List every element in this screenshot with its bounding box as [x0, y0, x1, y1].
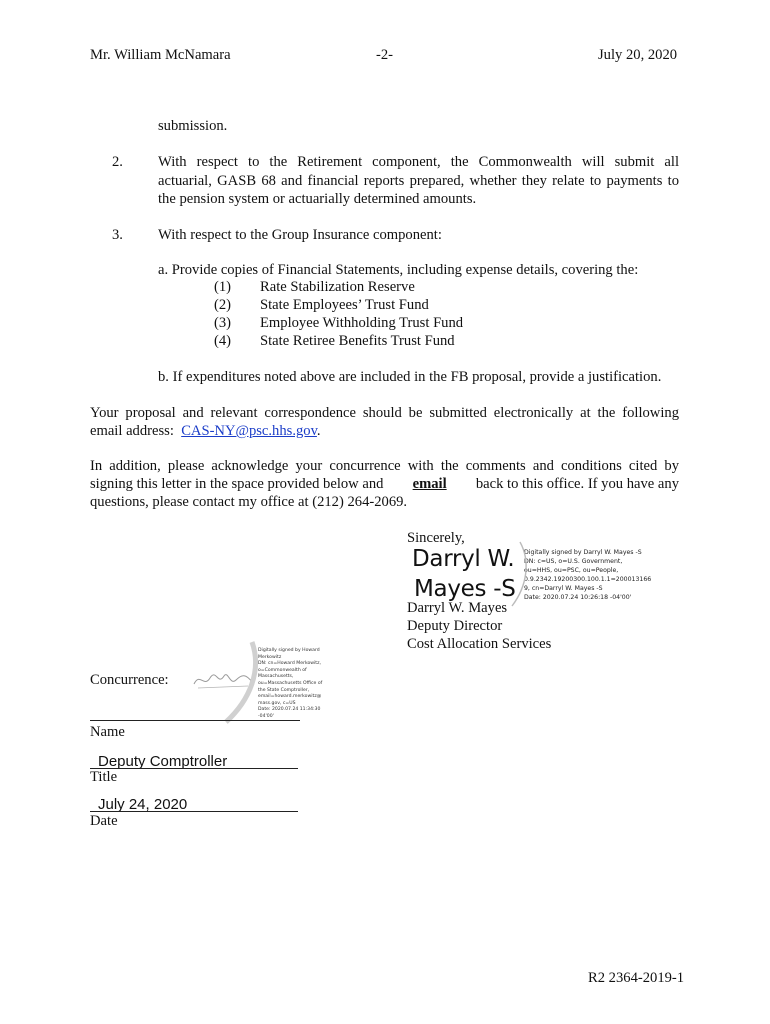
page-number: -2- — [376, 47, 394, 63]
date-field-value[interactable]: July 24, 2020 — [98, 796, 188, 813]
concurrence-digital-line: Massachusetts, — [258, 674, 294, 680]
item-3-number: 3. — [112, 227, 123, 243]
concurrence-digital-line: mass.gov, c=US — [258, 700, 296, 706]
concurrence-digital-details — [258, 648, 322, 721]
signature-line-1: Darryl W. — [412, 546, 515, 572]
fund-number: (2) — [214, 297, 232, 313]
concurrence-digital-line: Merkowitz — [258, 654, 282, 660]
concurrence-digital-line: Date: 2020.07.24 11:34:30 — [258, 707, 321, 713]
concurrence-digital-line: -04'00' — [258, 713, 274, 719]
concurrence-paragraph-line: questions, please contact my office at (212) 264-2069. — [90, 494, 408, 510]
item-3b-text: b. If expenditures noted above are included in the FB proposal, provide a justification. — [158, 369, 662, 385]
fund-name: State Retiree Benefits Trust Fund — [260, 333, 455, 349]
email-link[interactable]: CAS-NY@psc.hhs.gov — [181, 423, 317, 439]
fund-number: (4) — [214, 333, 232, 349]
concurrence-text-suffix: back to this office. If you have any — [475, 476, 679, 492]
signer-name: Darryl W. Mayes — [407, 600, 508, 616]
title-label: Title — [90, 769, 118, 785]
title-field-line — [90, 768, 298, 769]
fund-name: State Employees’ Trust Fund — [260, 297, 429, 313]
email-emphasis: email — [412, 476, 447, 492]
digital-signature-line: 0.9.2342.19200300.100.1.1=200013166 — [524, 576, 652, 583]
proposal-period: . — [316, 423, 321, 439]
concurrence-label: Concurrence: — [90, 672, 169, 688]
fund-number: (3) — [214, 315, 232, 331]
signature-flourish-icon — [506, 540, 532, 610]
concurrence-paragraph-line-2 — [90, 476, 679, 493]
concurrence-flourish-icon — [222, 640, 262, 724]
continuation-text: submission. — [158, 118, 228, 134]
digital-signature-line: DN: c=US, o=U.S. Government, — [524, 558, 623, 565]
header-date: July 20, 2020 — [598, 47, 678, 63]
proposal-line-2 — [90, 423, 321, 440]
date-field-line — [90, 811, 298, 812]
concurrence-digital-line: DN: cn=Howard Merkowitz, — [258, 661, 321, 667]
digital-signature-line: ou=HHS, ou=PSC, ou=People, — [524, 567, 619, 574]
signer-office: Cost Allocation Services — [407, 636, 552, 652]
item-2-number: 2. — [112, 154, 123, 170]
digital-signature-line: Date: 2020.07.24 10:26:18 -04'00' — [524, 594, 632, 601]
concurrence-digital-line: Digitally signed by Howard — [258, 648, 320, 653]
date-label: Date — [90, 813, 118, 829]
concurrence-digital-line: o=Commonwealth of — [258, 667, 307, 673]
footer-reference: R2 2364-2019-1 — [588, 970, 685, 986]
proposal-line: Your proposal and relevant correspondence should be submitted electronically at the following — [90, 405, 679, 421]
item-2-line: With respect to the Retirement component, the Commonwealth will submit all — [158, 154, 679, 170]
name-signature-line[interactable] — [90, 720, 300, 721]
closing-sincerely: Sincerely, — [407, 530, 465, 546]
header-recipient: Mr. William McNamara — [90, 47, 231, 63]
signer-title: Deputy Director — [407, 618, 503, 634]
proposal-email-prefix: email address: — [90, 423, 174, 439]
item-2-line: actuarial, GASB 68 and financial reports prepared, whether they relate to payments to — [158, 173, 679, 189]
fund-name: Rate Stabilization Reserve — [260, 279, 415, 295]
item-3a-text: a. Provide copies of Financial Statements, including expense details, covering the: — [158, 262, 639, 278]
concurrence-digital-line: the State Comptroller, — [258, 687, 310, 693]
name-label: Name — [90, 724, 125, 740]
fund-name: Employee Withholding Trust Fund — [260, 315, 464, 331]
digital-signature-line: 9, cn=Darryl W. Mayes -S — [524, 585, 603, 592]
concurrence-digital-line: email=howard.merkowitz@ — [258, 694, 322, 700]
item-2-line: the pension system or actuarially determined amounts. — [158, 191, 477, 207]
signature-line-2: Mayes -S — [414, 576, 516, 602]
concurrence-text-prefix: signing this letter in the space provided below and — [90, 476, 384, 492]
concurrence-digital-line: ou=Massachusetts Office of — [258, 680, 323, 686]
title-field-value[interactable]: Deputy Comptroller — [98, 753, 228, 770]
item-3-text: With respect to the Group Insurance component: — [158, 227, 442, 243]
concurrence-paragraph-line: In addition, please acknowledge your concurrence with the comments and conditions cited by — [90, 458, 679, 474]
digital-signature-line: Digitally signed by Darryl W. Mayes -S — [524, 549, 642, 556]
fund-number: (1) — [214, 279, 232, 295]
digital-signature-details — [524, 548, 651, 602]
